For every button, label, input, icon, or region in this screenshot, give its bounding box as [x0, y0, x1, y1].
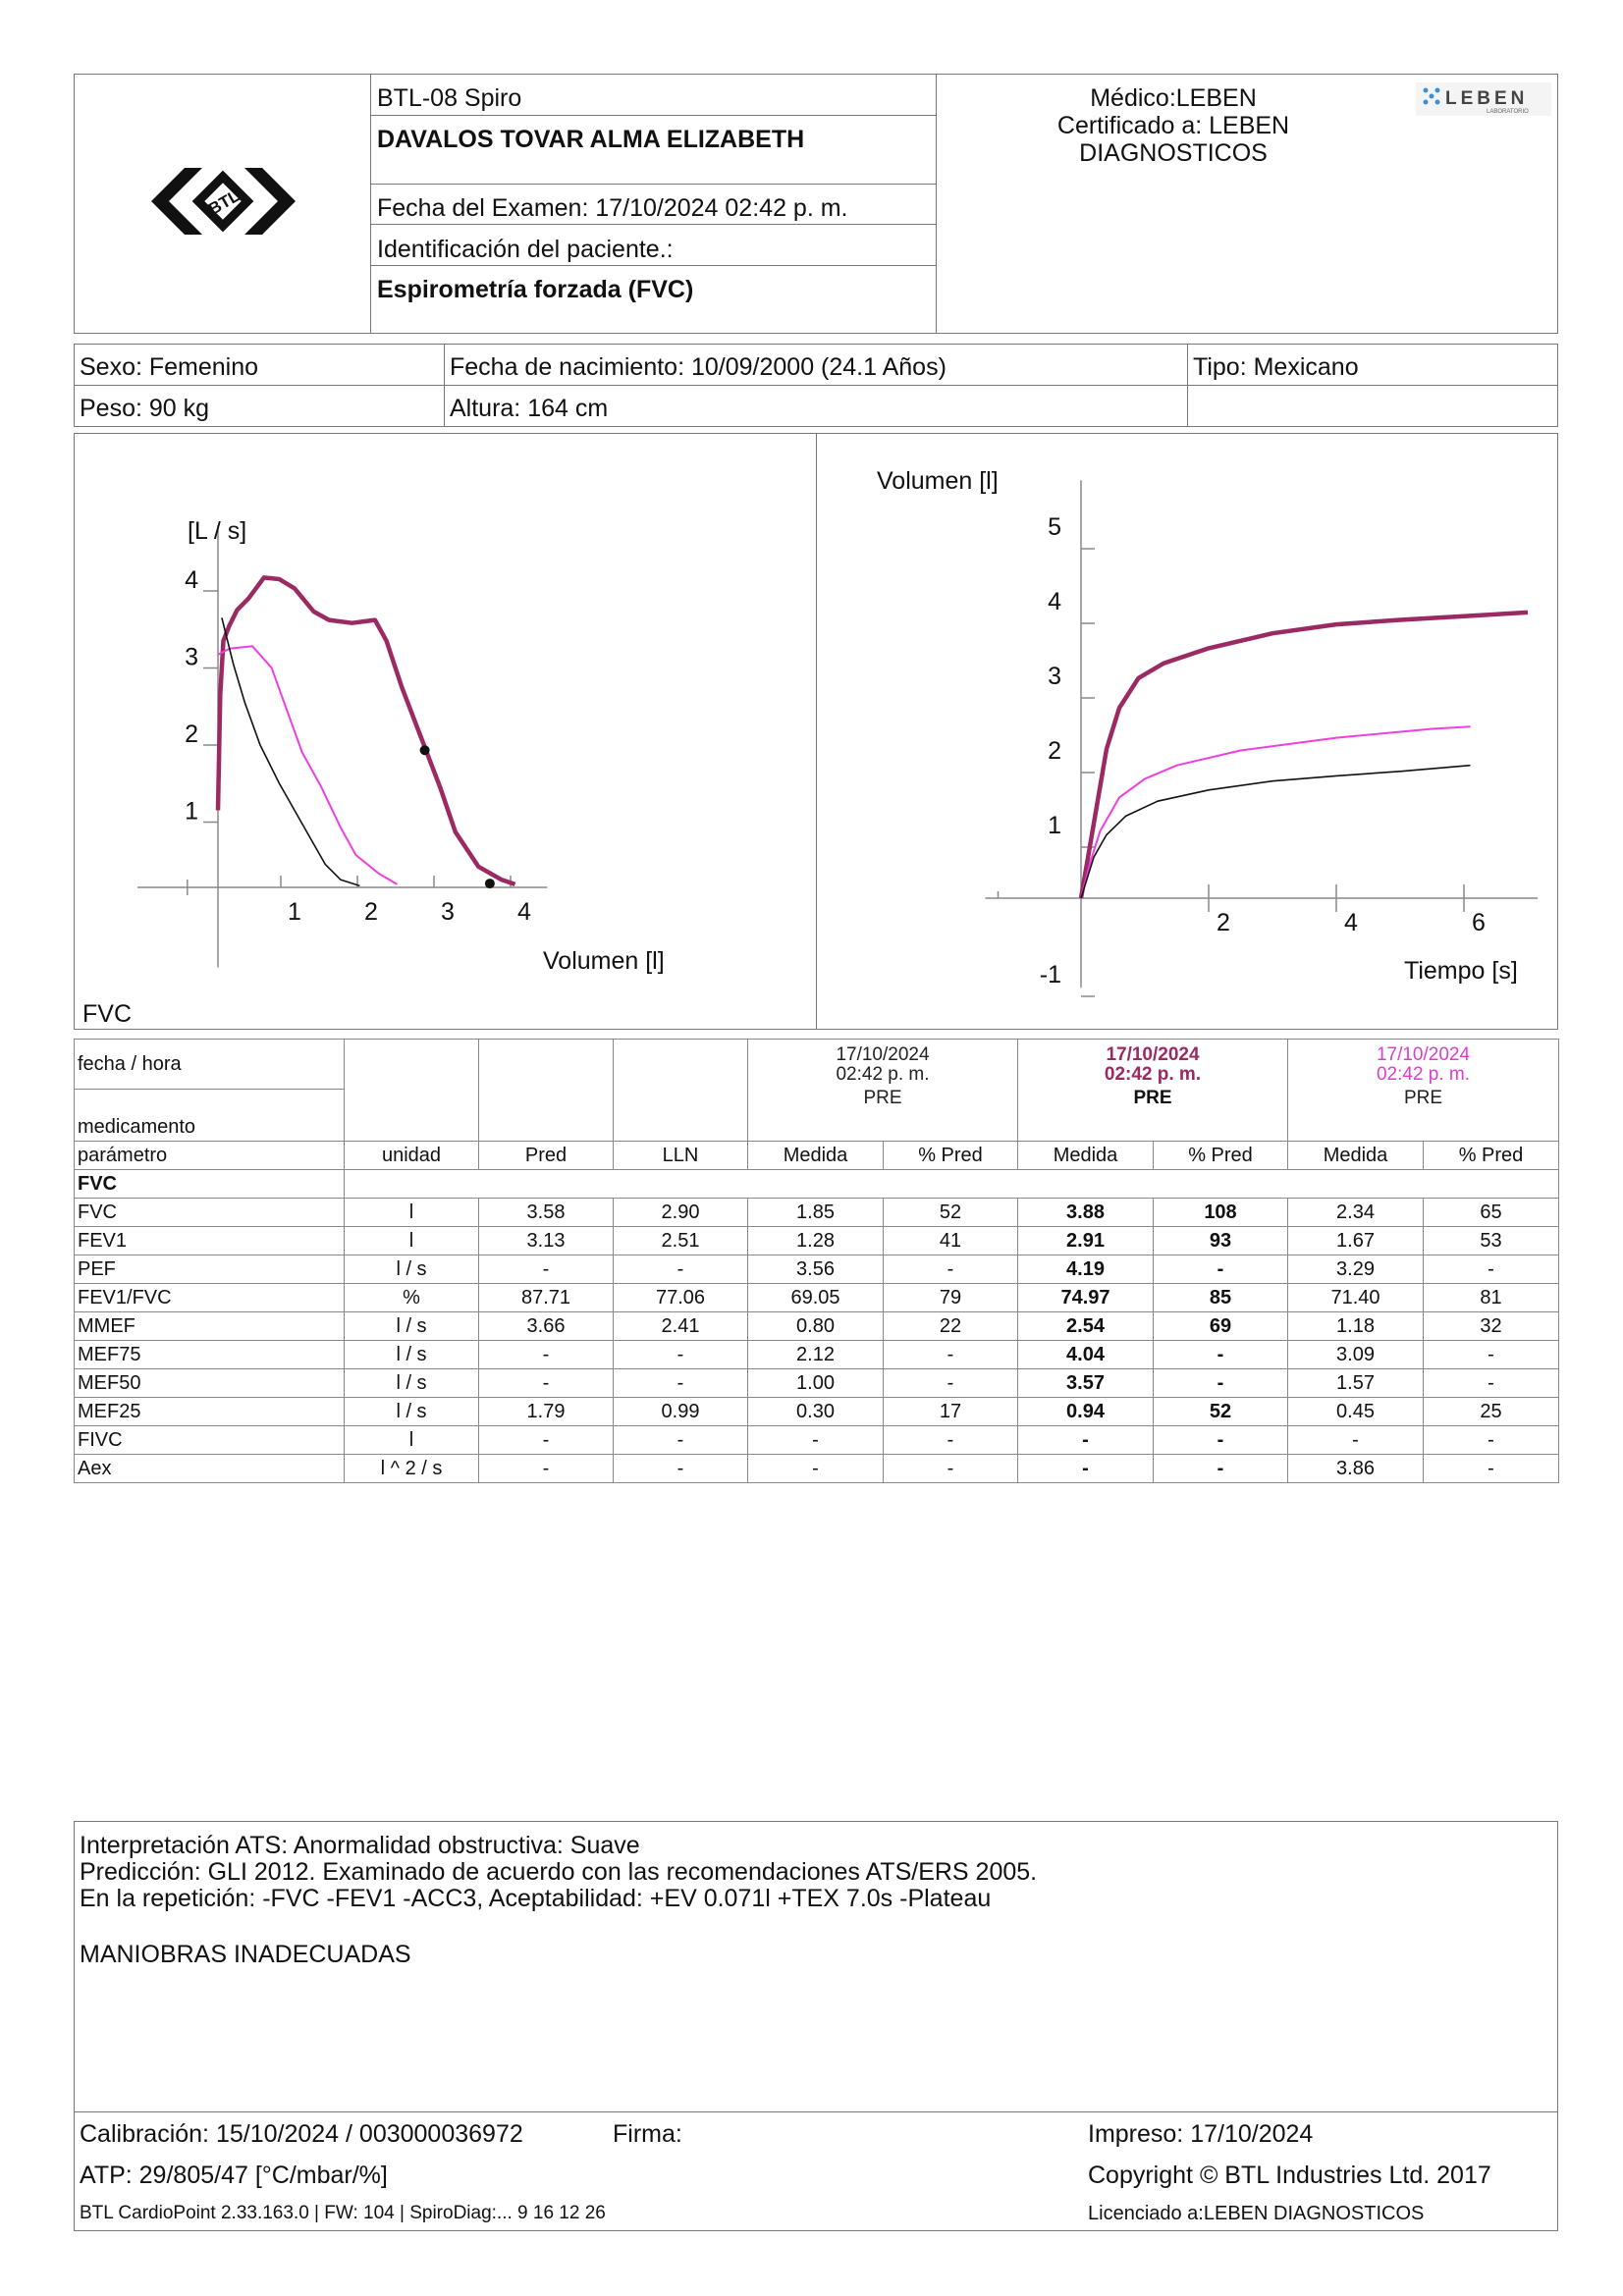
table-cell: l / s — [345, 1398, 479, 1426]
table-cell: - — [479, 1341, 614, 1369]
row-parameter: MEF75 — [75, 1341, 345, 1369]
table-cell: - — [1154, 1426, 1288, 1455]
session-header-3: 17/10/2024 02:42 p. m. PRE — [1288, 1040, 1559, 1142]
table-cell: 1.18 — [1288, 1312, 1424, 1341]
table-row — [75, 1455, 1559, 1483]
table-cell: - — [1154, 1255, 1288, 1284]
table-cell: 0.30 — [748, 1398, 884, 1426]
table-cell: l — [345, 1199, 479, 1227]
table-cell: 2.34 — [1288, 1199, 1424, 1227]
table-row — [75, 1312, 1559, 1341]
session-header-1: 17/10/2024 02:42 p. m. PRE — [748, 1040, 1018, 1142]
table-cell: - — [614, 1426, 748, 1455]
table-cell: 1.57 — [1288, 1369, 1424, 1398]
calibration: Calibración: 15/10/2024 / 003000036972 — [80, 2120, 523, 2148]
table-cell: 93 — [1154, 1227, 1288, 1255]
chart-title-fvc: FVC — [82, 1000, 132, 1028]
column-header: Pred — [479, 1142, 614, 1170]
table-cell: 1.85 — [748, 1199, 884, 1227]
time-axis-label: Tiempo [s] — [1404, 957, 1518, 985]
header-divider-left — [370, 74, 371, 334]
time-x-tick-label: 2 — [1217, 909, 1230, 936]
table-cell: 2.51 — [614, 1227, 748, 1255]
datetime-label: fecha / hora — [75, 1040, 345, 1090]
table-cell: 3.58 — [479, 1199, 614, 1227]
table-cell: - — [1424, 1341, 1559, 1369]
time-x-tick-label: 6 — [1472, 909, 1486, 936]
table-cell: - — [748, 1426, 884, 1455]
table-cell: - — [884, 1255, 1018, 1284]
ethnicity: Tipo: Mexicano — [1193, 353, 1359, 381]
test-type: Espirometría forzada (FVC) — [377, 276, 694, 303]
table-cell: 3.88 — [1018, 1199, 1154, 1227]
column-header: % Pred — [1424, 1142, 1559, 1170]
table-row — [75, 1398, 1559, 1426]
table-cell: 3.56 — [748, 1255, 884, 1284]
group-row — [75, 1170, 1559, 1199]
flow-y-tick-label: 2 — [185, 721, 198, 748]
table-cell: 87.71 — [479, 1284, 614, 1312]
table-cell: - — [1018, 1426, 1154, 1455]
table-cell: 3.66 — [479, 1312, 614, 1341]
table-row — [75, 1369, 1559, 1398]
medication-label: medicamento — [75, 1090, 345, 1142]
doctor-name: Médico:LEBEN — [1090, 84, 1257, 112]
table-row — [75, 1426, 1559, 1455]
table-cell: - — [1424, 1369, 1559, 1398]
table-cell: - — [1154, 1341, 1288, 1369]
table-cell: - — [1424, 1426, 1559, 1455]
volume-y-tick-label: 3 — [1048, 663, 1061, 690]
table-cell: 32 — [1424, 1312, 1559, 1341]
height: Altura: 164 cm — [450, 395, 609, 422]
row-parameter: Aex — [75, 1455, 345, 1483]
volume-series-line — [1081, 766, 1471, 898]
session-header-2: 17/10/2024 02:42 p. m. PRE — [1018, 1040, 1288, 1142]
table-cell: - — [1424, 1455, 1559, 1483]
table-cell: 3.29 — [1288, 1255, 1424, 1284]
interpretation-line-1: Interpretación ATS: Anormalidad obstructiva: Suave — [80, 1832, 640, 1859]
table-row — [75, 1341, 1559, 1369]
table-cell: 0.80 — [748, 1312, 884, 1341]
table-cell: 1.79 — [479, 1398, 614, 1426]
table-cell: l — [345, 1426, 479, 1455]
leben-logo — [1416, 82, 1551, 116]
table-cell: 71.40 — [1288, 1284, 1424, 1312]
table-cell: 2.91 — [1018, 1227, 1154, 1255]
volume-series-line — [1081, 613, 1528, 898]
table-cell: 17 — [884, 1398, 1018, 1426]
table-cell: 1.00 — [748, 1369, 884, 1398]
flow-marker — [420, 745, 430, 755]
volume-y-tick-label: 1 — [1048, 812, 1061, 839]
patient-id-label: Identificación del paciente.: — [377, 236, 674, 263]
row-parameter: MEF50 — [75, 1369, 345, 1398]
row-parameter: FVC — [75, 1199, 345, 1227]
table-cell: 77.06 — [614, 1284, 748, 1312]
table-cell: l / s — [345, 1341, 479, 1369]
certified-line-2: DIAGNOSTICOS — [1079, 139, 1268, 167]
volume-time-chart — [818, 435, 1556, 1028]
row-parameter: FIVC — [75, 1426, 345, 1455]
column-header: Medida — [1018, 1142, 1154, 1170]
atp: ATP: 29/805/47 [°C/mbar/%] — [80, 2162, 388, 2189]
table-cell: - — [1154, 1369, 1288, 1398]
table-cell: l / s — [345, 1312, 479, 1341]
table-cell: 0.94 — [1018, 1398, 1154, 1426]
row-parameter: MEF25 — [75, 1398, 345, 1426]
table-cell: - — [884, 1369, 1018, 1398]
table-cell: 3.13 — [479, 1227, 614, 1255]
table-cell: - — [1288, 1426, 1424, 1455]
table-row — [75, 1255, 1559, 1284]
flow-x-tick-label: 1 — [288, 898, 301, 926]
table-cell: 3.57 — [1018, 1369, 1154, 1398]
table-cell: 3.09 — [1288, 1341, 1424, 1369]
flow-x-tick-label: 3 — [441, 898, 455, 926]
table-row — [75, 1227, 1559, 1255]
table-row — [75, 1284, 1559, 1312]
device-name: BTL-08 Spiro — [377, 84, 522, 112]
flow-series-line — [218, 646, 398, 884]
flow-x-tick-label: 4 — [517, 898, 531, 926]
table-cell: 69.05 — [748, 1284, 884, 1312]
table-cell: 0.45 — [1288, 1398, 1424, 1426]
interpretation-line-4: MANIOBRAS INADECUADAS — [80, 1941, 411, 1968]
exam-date: Fecha del Examen: 17/10/2024 02:42 p. m. — [377, 194, 848, 222]
table-cell: l / s — [345, 1255, 479, 1284]
volume-y-tick-label: 2 — [1048, 737, 1061, 765]
row-parameter: PEF — [75, 1255, 345, 1284]
column-header: Medida — [748, 1142, 884, 1170]
volume-y-tick-label: 4 — [1048, 588, 1061, 615]
results-table — [74, 1039, 1559, 1483]
flow-y-tick-label: 1 — [185, 797, 198, 826]
volume-y-tick-label: 5 — [1048, 513, 1061, 541]
table-cell: 3.86 — [1288, 1455, 1424, 1483]
weight: Peso: 90 kg — [80, 395, 210, 422]
table-cell: - — [614, 1341, 748, 1369]
interpretation-line-3: En la repetición: -FVC -FEV1 -ACC3, Aceptabilidad: +EV 0.071l +TEX 7.0s -Plateau — [80, 1885, 992, 1912]
birth-date: Fecha de nacimiento: 10/09/2000 (24.1 Años) — [450, 353, 947, 381]
table-cell: 65 — [1424, 1199, 1559, 1227]
table-cell: 79 — [884, 1284, 1018, 1312]
table-cell: l — [345, 1227, 479, 1255]
table-cell: 2.54 — [1018, 1312, 1154, 1341]
table-cell: - — [884, 1455, 1018, 1483]
volume-series-line — [1081, 726, 1471, 898]
column-header: Medida — [1288, 1142, 1424, 1170]
table-cell: 1.67 — [1288, 1227, 1424, 1255]
sex: Sexo: Femenino — [80, 353, 259, 381]
row-parameter: MMEF — [75, 1312, 345, 1341]
table-cell: - — [1018, 1455, 1154, 1483]
table-cell: 69 — [1154, 1312, 1288, 1341]
table-cell: - — [479, 1426, 614, 1455]
table-cell: 4.19 — [1018, 1255, 1154, 1284]
table-cell: - — [614, 1455, 748, 1483]
column-header: % Pred — [884, 1142, 1018, 1170]
btl-logo — [147, 162, 299, 240]
table-cell: l ^ 2 / s — [345, 1455, 479, 1483]
flow-axis-label: [L / s] — [188, 517, 247, 545]
table-cell: 0.99 — [614, 1398, 748, 1426]
table-cell: 74.97 — [1018, 1284, 1154, 1312]
svg-text:LEBEN: LEBEN — [1445, 88, 1529, 109]
patient-name: DAVALOS TOVAR ALMA ELIZABETH — [377, 126, 805, 153]
software-version: BTL CardioPoint 2.33.163.0 | FW: 104 | SpiroDiag:... 9 16 12 26 — [80, 2203, 606, 2223]
interpretation-line-2: Predicción: GLI 2012. Examinado de acuerdo con las recomendaciones ATS/ERS 2005. — [80, 1858, 1038, 1886]
table-cell: 41 — [884, 1227, 1018, 1255]
flow-series-line — [222, 617, 359, 885]
table-cell: - — [479, 1369, 614, 1398]
table-cell: - — [614, 1255, 748, 1284]
table-cell: 25 — [1424, 1398, 1559, 1426]
table-cell: 108 — [1154, 1199, 1288, 1227]
table-cell: - — [1154, 1455, 1288, 1483]
time-x-tick-label: 4 — [1344, 909, 1358, 936]
table-cell: l / s — [345, 1369, 479, 1398]
flow-series-line — [218, 577, 515, 884]
svg-text:LABORATORIO: LABORATORIO — [1487, 109, 1529, 115]
table-cell: 22 — [884, 1312, 1018, 1341]
table-cell: 4.04 — [1018, 1341, 1154, 1369]
table-cell: % — [345, 1284, 479, 1312]
table-cell: - — [884, 1341, 1018, 1369]
table-cell: - — [884, 1426, 1018, 1455]
volume-axis-label: Volumen [l] — [543, 947, 665, 975]
certified-line-1: Certificado a: LEBEN — [1056, 112, 1290, 139]
table-cell: 2.90 — [614, 1199, 748, 1227]
table-cell: - — [614, 1369, 748, 1398]
volume-axis-label-vt: Volumen [l] — [877, 467, 999, 495]
table-cell: 81 — [1424, 1284, 1559, 1312]
flow-y-tick-label: 3 — [185, 643, 198, 671]
flow-marker — [485, 879, 495, 888]
header-divider-right — [936, 74, 937, 334]
volume-y-tick-label: -1 — [1039, 961, 1061, 988]
table-cell: - — [479, 1455, 614, 1483]
table-cell: 2.12 — [748, 1341, 884, 1369]
table-cell: 2.41 — [614, 1312, 748, 1341]
column-header: LLN — [614, 1142, 748, 1170]
column-header: % Pred — [1154, 1142, 1288, 1170]
table-cell: 52 — [884, 1199, 1018, 1227]
column-header: parámetro — [75, 1142, 345, 1170]
table-cell: 52 — [1154, 1398, 1288, 1426]
group-label: FVC — [75, 1170, 345, 1199]
printed-date: Impreso: 17/10/2024 — [1088, 2120, 1314, 2148]
flow-x-tick-label: 2 — [364, 898, 378, 926]
table-cell: - — [479, 1255, 614, 1284]
table-header-row — [75, 1142, 1559, 1170]
column-header: unidad — [345, 1142, 479, 1170]
row-parameter: FEV1 — [75, 1227, 345, 1255]
copyright: Copyright © BTL Industries Ltd. 2017 — [1088, 2162, 1491, 2189]
table-cell: - — [1424, 1255, 1559, 1284]
signature-label: Firma: — [613, 2120, 682, 2148]
table-cell: 1.28 — [748, 1227, 884, 1255]
svg-text:BTL: BTL — [205, 186, 243, 219]
flow-volume-chart — [76, 435, 814, 1028]
table-cell: 85 — [1154, 1284, 1288, 1312]
row-parameter: FEV1/FVC — [75, 1284, 345, 1312]
table-cell: 53 — [1424, 1227, 1559, 1255]
table-cell: - — [748, 1455, 884, 1483]
flow-y-tick-label: 4 — [185, 566, 198, 594]
table-row — [75, 1199, 1559, 1227]
license: Licenciado a:LEBEN DIAGNOSTICOS — [1088, 2203, 1425, 2224]
